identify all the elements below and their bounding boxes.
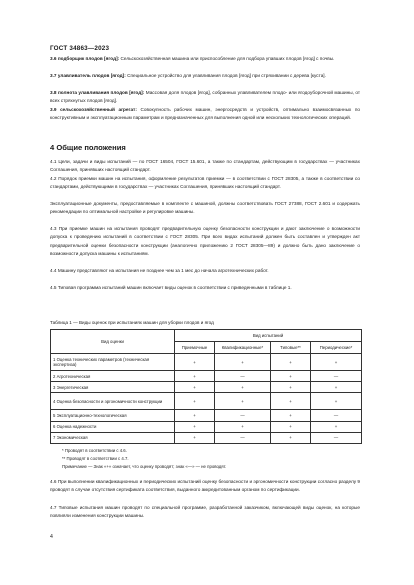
row-mark: + — [215, 421, 271, 432]
table-row — [51, 382, 362, 393]
row-mark: + — [271, 382, 311, 393]
paragraph-docs: Эксплуатационные документы, предоставляемые в комплекте с машиной, должны соответствовать ГОСТ 27388, ГОСТ 2.601 и содержать рекомендации по оптимальной настройке и регулировке машины. — [50, 201, 360, 215]
row-mark: — — [215, 432, 271, 443]
row-mark: + — [311, 421, 362, 432]
term-3-9-text: Совокупность рабочих машин, энергосредств и устройств, оптимально взаимосвязанных по конструктивным и эксплуатационным параметрам и предназначенных для выполнения одной или нескольких технологических операций. — [50, 107, 360, 121]
table-note-1: * Проводят в соответствии с 4.6. — [62, 448, 127, 453]
term-3-8-text: Массовая доля плодов [ягод], собранных улавливателем плодо- или ягодоуборочной машины, от всех стряхнутых плодов [ягод]. — [50, 90, 360, 104]
term-3-6-title: 3.6 подборщик плодов [ягод]: — [50, 56, 120, 61]
row-mark: + — [175, 354, 215, 371]
row-mark: + — [271, 354, 311, 371]
paragraph-4-4: 4.4 Машину представляют на испытания не позднее чем за 1 мес до начала агротехнических работ. — [50, 268, 269, 273]
evaluation-table — [50, 329, 362, 444]
paragraph-4-5: 4.5 Типовая программа испытаний машин включает виды оценок в соответствии с приведенными в таблице 1. — [50, 285, 292, 290]
term-3-6 — [50, 55, 360, 63]
row-label: 3 Энергетическая — [51, 382, 175, 393]
row-mark: + — [175, 432, 215, 443]
row-mark: + — [311, 382, 362, 393]
row-label: 1 Оценка технических параметров (техническая экспертиза) — [51, 354, 175, 371]
row-mark: — — [311, 410, 362, 421]
paragraph-4-7: 4.7 Типовые испытания машин проводят по специальной программе, разработанной заказчиком, включающей виды оценок, на которые повлияли изменения конструкции машины. — [50, 505, 360, 519]
term-3-8 — [50, 89, 360, 106]
row-label: 7 Экономическая — [51, 432, 175, 443]
paragraph-4-2: 4.2 Порядок приемки машин на испытания, оформление результатов приемки — в соответствии с ГОСТ 28305, а также в соответствии со стандартами, действующими в государствах — участниках Соглашения, принявших настоящий стандарт. — [50, 176, 360, 190]
table-row — [51, 421, 362, 432]
row-mark: + — [175, 371, 215, 382]
row-label: 5 Эксплуатационно-технологическая — [51, 410, 175, 421]
table-header-col: Квалификационные* — [215, 342, 271, 354]
row-mark: + — [271, 393, 311, 410]
standard-header: ГОСТ 34863—2023 — [50, 45, 110, 52]
table-row — [51, 354, 362, 371]
row-mark: + — [175, 393, 215, 410]
paragraph-4-1: 4.1 Цели, задачи и виды испытаний — по ГОСТ 16504, ГОСТ 15.601, а также по стандартам, действующим в государствах — участниках Соглашения, принявших настоящий стандарт. — [50, 159, 360, 173]
row-mark: + — [271, 432, 311, 443]
row-mark: + — [215, 382, 271, 393]
table-caption: Таблица 1 — Виды оценок при испытаниях машин для уборки плодов и ягод — [50, 320, 214, 325]
term-3-9 — [50, 106, 360, 123]
row-mark: + — [311, 393, 362, 410]
table-header-col: Периодические* — [311, 342, 362, 354]
term-3-9-title: 3.9 сельскохозяйственный агрегат: — [50, 107, 137, 112]
table-row — [51, 432, 362, 443]
table-row — [51, 371, 362, 382]
table-header-col: Типовые** — [271, 342, 311, 354]
row-mark: — — [311, 432, 362, 443]
paragraph-4-3: 4.3 При приемке машин на испытания проводят предварительную оценку безопасности конструкции и дают заключение о возможности допуска к проведению испытаний в соответствии с ГОСТ 28305. При всех видах испытаний должен быть составлен и утвержден акт предварительной оценки безопасности конструкции (аналогично приложению 2 ГОСТ 28305—89) и должно быть дано заключение о возможности допуска машины к испытаниям. — [50, 226, 360, 256]
table-note-remark: Примечание — Знак «+» означает, что оценку проводят; знак «—» — не проводят. — [62, 464, 227, 469]
term-3-7-title: 3.7 улавливатель плодов [ягод]: — [50, 73, 126, 78]
row-mark: + — [271, 421, 311, 432]
row-mark: + — [271, 410, 311, 421]
paragraph-4-6: 4.6 При выполнении квалификационных и периодических испытаний оценку безопасности и эргономичности конструкции согласно разделу 9 проводят в случае отсутствия сертификата соответствия, выданного аккредитованным органом по сертификации. — [50, 479, 360, 493]
row-mark: + — [311, 354, 362, 371]
row-mark: + — [175, 410, 215, 421]
row-label: 6 Оценка надежности — [51, 421, 175, 432]
term-3-7 — [50, 72, 360, 80]
row-mark: + — [175, 421, 215, 432]
page-number: 4 — [50, 534, 53, 540]
row-mark: — — [215, 371, 271, 382]
term-3-7-text: Специальное устройство для улавливания плодов [ягод] при стряхивании с дерева [куста]. — [125, 73, 326, 78]
term-3-8-title: 3.8 полнота улавливания плодов [ягод]: — [50, 90, 145, 95]
row-label: 2 Агротехническая — [51, 371, 175, 382]
row-mark: — — [311, 371, 362, 382]
row-mark: — — [215, 410, 271, 421]
row-mark: + — [271, 371, 311, 382]
table-row — [51, 410, 362, 421]
term-3-6-text: Сельскохозяйственная машина или приспособление для подбора упавших плодов [ягод] с почвы. — [119, 56, 335, 61]
table-row — [51, 393, 362, 410]
row-mark: + — [175, 382, 215, 393]
table-header-group: Вид испытаний — [175, 330, 362, 342]
row-mark: + — [215, 354, 271, 371]
section-title: 4 Общие положения — [50, 143, 126, 152]
table-header-col: Приемочные — [175, 342, 215, 354]
table-header-type: Вид оценки — [51, 330, 175, 354]
row-mark: + — [215, 393, 271, 410]
table-note-2: ** Проводят в соответствии с 4.7. — [62, 456, 129, 461]
row-label: 4 Оценка безопасности и эргономичности конструкции — [51, 393, 175, 410]
